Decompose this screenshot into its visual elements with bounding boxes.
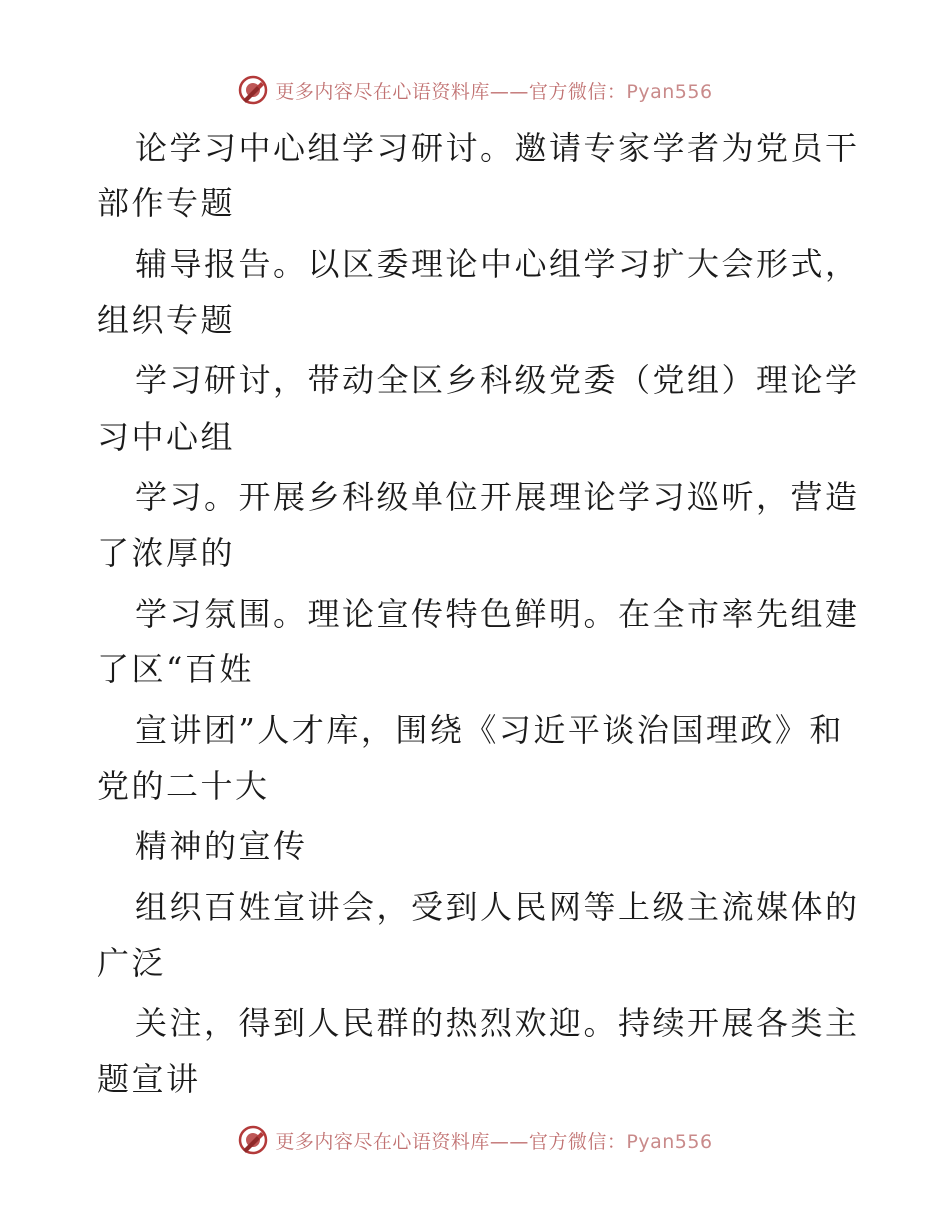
text-line: 辅导报告。以区委理论中心组学习扩大会形式，	[135, 245, 860, 283]
text-line: 关注，得到人民群的热烈欢迎。持续开展各类主	[135, 1004, 860, 1042]
text-line: 了浓厚的	[97, 534, 236, 572]
watermark-wechat-id: Pyan556	[626, 1130, 713, 1153]
text-line: 党的二十大	[97, 767, 270, 805]
pen-logo-icon	[237, 1124, 269, 1156]
text-line: 题宣讲	[97, 1060, 201, 1098]
text-line: 学习氛围。理论宣传特色鲜明。在全市率先组建	[135, 595, 860, 633]
text-line: 广泛	[97, 944, 167, 982]
text-line: 精神的宣传	[135, 827, 308, 865]
watermark-wechat-id: Pyan556	[626, 80, 713, 103]
text-line: 部作专题	[97, 184, 236, 222]
pen-logo-icon	[237, 74, 269, 106]
text-line: 学习研讨，带动全区乡科级党委（党组）理论学	[135, 361, 860, 399]
text-line: 学习。开展乡科级单位开展理论学习巡听，营造	[135, 478, 860, 516]
watermark-text: 更多内容尽在心语资料库——官方微信：	[275, 80, 627, 103]
header-watermark	[0, 70, 950, 110]
text-line: 组织百姓宣讲会，受到人民网等上级主流媒体的	[135, 888, 860, 926]
text-line: 论学习中心组学习研讨。邀请专家学者为党员干	[135, 129, 860, 167]
text-line: 习中心组	[97, 418, 236, 456]
watermark-text: 更多内容尽在心语资料库——官方微信：	[275, 1130, 627, 1153]
text-line: 宣讲团”人才库，围绕《习近平谈治国理政》和	[135, 711, 844, 749]
text-line: 了区“百姓	[97, 650, 254, 688]
footer-watermark	[0, 1120, 950, 1160]
text-line: 组织专题	[97, 301, 236, 339]
